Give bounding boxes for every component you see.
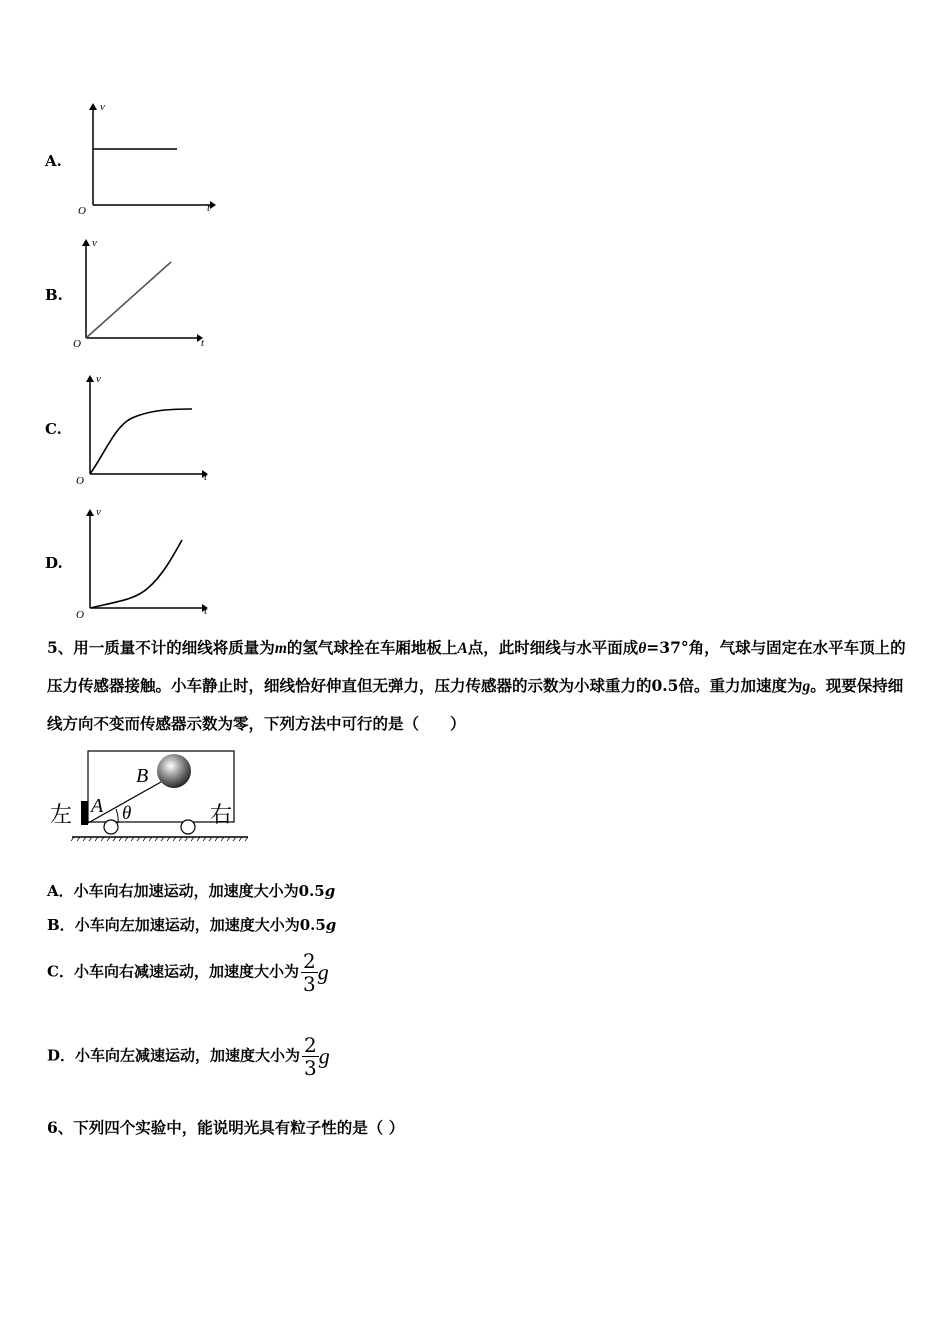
answer-option-c[interactable]: C．小车向右减速运动，加速度大小为 $\frac{2}{3}$ g <box>47 949 329 996</box>
question-5-text: 5、用一质量不计的细线将质量为m的氢气球拴在车厢地板上A点，此时细线与水平面成θ=37°角，气球与固定在水平车顶上的压力传感器接触。小车静止时，细线恰好伸直但无弹力，压力传感器的示数为小球重力的0.5倍。重力加速度为g。现要保持细线方向不变而传感器示数为零，下列方法中可行的是（ ） <box>47 638 906 733</box>
origin-label: O <box>73 338 81 350</box>
axis-label-v: v <box>100 101 105 113</box>
origin-label: O <box>78 205 86 217</box>
var-a: A <box>457 640 468 657</box>
axis-label-t: t <box>204 471 208 483</box>
axis-label-v: v <box>96 373 101 385</box>
cart-balloon-diagram <box>48 745 248 845</box>
vt-graph-saturating <box>70 368 220 488</box>
question-6-text: 6、下列四个实验中，能说明光具有粒子性的是（ ） <box>47 1118 405 1137</box>
wheel-right <box>181 820 195 834</box>
axis-label-t: t <box>204 605 208 617</box>
option-label: C. <box>45 420 62 438</box>
label-left: 左 <box>50 802 73 827</box>
axis-label-t: t <box>201 337 205 349</box>
answer-option-a[interactable]: A．小车向右加速运动，加速度大小为0.5g <box>47 882 336 900</box>
anchor-block <box>81 801 88 825</box>
angle-arc <box>116 809 118 823</box>
var-g: g <box>802 678 811 695</box>
vt-graph-linear <box>70 232 220 352</box>
balloon <box>157 754 191 788</box>
wheel-left <box>104 820 118 834</box>
var-m: m <box>274 640 287 657</box>
answer-option-b[interactable]: B．小车向左加速运动，加速度大小为0.5g <box>47 916 337 934</box>
option-label: B. <box>45 286 63 304</box>
option-label: D. <box>45 554 63 572</box>
option-label: A． <box>47 882 74 900</box>
curve-accelerating <box>90 540 182 608</box>
curve-saturating <box>90 409 192 474</box>
option-label: D． <box>47 1046 76 1065</box>
curve-linear <box>86 262 171 338</box>
label-right: 右 <box>210 802 233 827</box>
label-theta: θ <box>122 803 132 824</box>
axis-label-v: v <box>92 237 97 249</box>
label-a: A <box>91 795 104 817</box>
answer-option-d[interactable]: D．小车向左减速运动，加速度大小为 $\frac{2}{3}$ g <box>47 1033 330 1080</box>
label-b: B <box>136 765 149 787</box>
origin-label: O <box>76 609 84 621</box>
var-theta: θ <box>638 640 647 657</box>
question-number: 6、 <box>47 1118 74 1137</box>
question-number: 5、 <box>47 638 74 657</box>
fraction-2-3: $\frac{2}{3}$ <box>304 1033 317 1080</box>
option-label: A. <box>45 152 62 170</box>
option-label: C． <box>47 962 74 981</box>
origin-label: O <box>76 475 84 487</box>
axis-label-t: t <box>207 202 211 214</box>
vt-graph-constant <box>70 98 220 218</box>
option-label: B． <box>47 916 75 934</box>
vt-graph-accelerating <box>70 502 220 622</box>
axis-label-v: v <box>96 506 101 518</box>
fraction-2-3: $\frac{2}{3}$ <box>302 949 316 996</box>
